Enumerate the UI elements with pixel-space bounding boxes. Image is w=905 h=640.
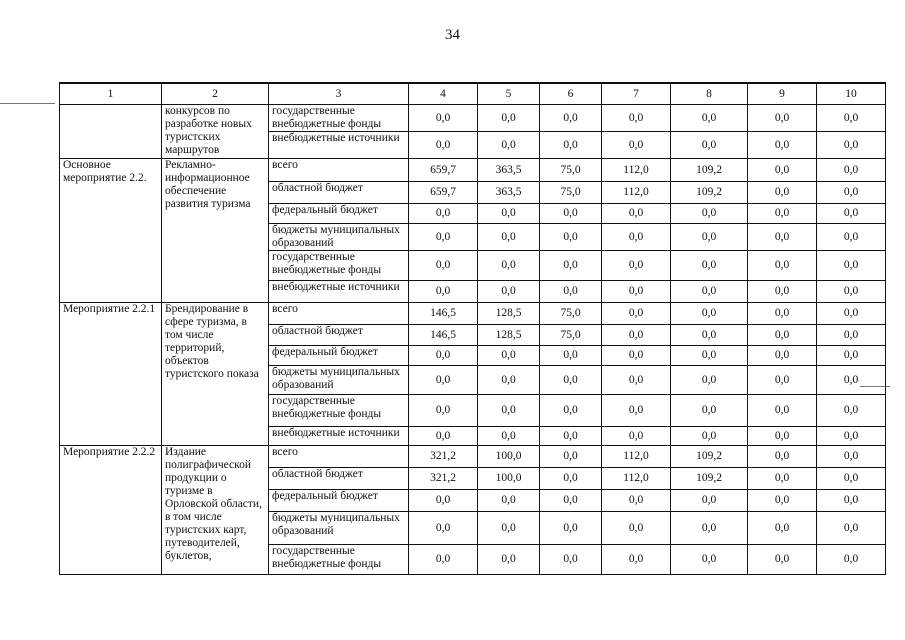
value-cell: 0,0: [748, 346, 817, 366]
value-cell: 0,0: [748, 204, 817, 224]
funding-source-cell: всего: [269, 446, 409, 468]
value-cell: 0,0: [409, 395, 478, 427]
value-cell: 0,0: [671, 325, 748, 346]
value-cell: 109,2: [671, 446, 748, 468]
value-cell: 0,0: [748, 251, 817, 281]
funding-source-cell: государственные внебюджетные фонды: [269, 545, 409, 575]
value-cell: 0,0: [671, 366, 748, 395]
value-cell: 0,0: [671, 303, 748, 325]
value-cell: 0,0: [817, 468, 886, 490]
funding-source-cell: областной бюджет: [269, 468, 409, 490]
value-cell: 112,0: [602, 446, 671, 468]
value-cell: 0,0: [540, 512, 602, 545]
value-cell: 321,2: [409, 446, 478, 468]
value-cell: 0,0: [671, 251, 748, 281]
value-cell: 0,0: [671, 427, 748, 446]
value-cell: 0,0: [540, 446, 602, 468]
scan-artifact-left: [0, 103, 55, 104]
value-cell: 0,0: [602, 512, 671, 545]
value-cell: 0,0: [817, 159, 886, 182]
value-cell: 0,0: [817, 512, 886, 545]
value-cell: 0,0: [817, 545, 886, 575]
activity-code-cell: Мероприятие 2.2.2: [60, 446, 162, 575]
value-cell: 0,0: [540, 132, 602, 159]
value-cell: 0,0: [540, 224, 602, 251]
header-cell: 2: [162, 83, 269, 105]
funding-source-cell: внебюджетные источники: [269, 427, 409, 446]
value-cell: 0,0: [671, 132, 748, 159]
value-cell: 0,0: [817, 446, 886, 468]
value-cell: 0,0: [478, 224, 540, 251]
page-number: 34: [445, 27, 460, 43]
value-cell: 0,0: [409, 512, 478, 545]
value-cell: 0,0: [817, 105, 886, 132]
value-cell: 0,0: [748, 224, 817, 251]
value-cell: 0,0: [409, 251, 478, 281]
funding-source-cell: областной бюджет: [269, 182, 409, 204]
value-cell: 0,0: [478, 490, 540, 512]
activity-name-cell: Брендирование в сфере туризма, в том числе территорий, объектов туристского показа: [162, 303, 269, 446]
value-cell: 659,7: [409, 182, 478, 204]
value-cell: 0,0: [602, 366, 671, 395]
value-cell: 0,0: [409, 132, 478, 159]
value-cell: 0,0: [748, 468, 817, 490]
value-cell: 0,0: [602, 427, 671, 446]
funding-source-cell: областной бюджет: [269, 325, 409, 346]
value-cell: 0,0: [540, 545, 602, 575]
funding-source-cell: федеральный бюджет: [269, 346, 409, 366]
table-body: [60, 105, 886, 575]
value-cell: 112,0: [602, 182, 671, 204]
value-cell: 0,0: [748, 159, 817, 182]
value-cell: 0,0: [671, 490, 748, 512]
value-cell: 100,0: [478, 446, 540, 468]
value-cell: 112,0: [602, 468, 671, 490]
value-cell: 0,0: [748, 427, 817, 446]
value-cell: 0,0: [748, 132, 817, 159]
value-cell: 0,0: [748, 325, 817, 346]
value-cell: 0,0: [478, 512, 540, 545]
funding-source-cell: бюджеты муниципальных образований: [269, 512, 409, 545]
value-cell: 0,0: [540, 490, 602, 512]
table-row: [60, 105, 886, 132]
activity-name-cell: Издание полиграфической продукции о туризме в Орловской области, в том числе туристских карт, путеводителей, буклетов,: [162, 446, 269, 575]
value-cell: 0,0: [817, 366, 886, 395]
value-cell: 0,0: [671, 224, 748, 251]
table-row: [60, 303, 886, 325]
header-cell: 5: [478, 83, 540, 105]
funding-source-cell: федеральный бюджет: [269, 204, 409, 224]
value-cell: 659,7: [409, 159, 478, 182]
value-cell: 0,0: [748, 512, 817, 545]
value-cell: 0,0: [540, 204, 602, 224]
value-cell: 0,0: [478, 251, 540, 281]
value-cell: 0,0: [748, 105, 817, 132]
value-cell: 0,0: [409, 490, 478, 512]
value-cell: 0,0: [748, 446, 817, 468]
table-header-row: [60, 83, 886, 105]
value-cell: 0,0: [409, 427, 478, 446]
value-cell: 0,0: [478, 281, 540, 303]
value-cell: 0,0: [602, 132, 671, 159]
value-cell: 0,0: [748, 182, 817, 204]
value-cell: 0,0: [748, 303, 817, 325]
value-cell: 0,0: [671, 346, 748, 366]
value-cell: 321,2: [409, 468, 478, 490]
value-cell: 75,0: [540, 325, 602, 346]
funding-source-cell: государственные внебюджетные фонды: [269, 395, 409, 427]
value-cell: 0,0: [817, 251, 886, 281]
value-cell: 0,0: [409, 281, 478, 303]
header-cell: 1: [60, 83, 162, 105]
funding-source-cell: федеральный бюджет: [269, 490, 409, 512]
value-cell: 0,0: [478, 395, 540, 427]
value-cell: 0,0: [602, 105, 671, 132]
value-cell: 0,0: [671, 395, 748, 427]
activity-code-cell: Мероприятие 2.2.1: [60, 303, 162, 446]
funding-source-cell: внебюджетные источники: [269, 132, 409, 159]
value-cell: 0,0: [671, 281, 748, 303]
funding-source-cell: всего: [269, 159, 409, 182]
value-cell: 0,0: [478, 366, 540, 395]
value-cell: 0,0: [817, 281, 886, 303]
activity-code-cell: [60, 105, 162, 159]
value-cell: 0,0: [409, 346, 478, 366]
value-cell: 0,0: [671, 105, 748, 132]
funding-source-cell: бюджеты муниципальных образований: [269, 366, 409, 395]
value-cell: 146,5: [409, 303, 478, 325]
value-cell: 0,0: [817, 325, 886, 346]
value-cell: 0,0: [540, 468, 602, 490]
header-cell: 3: [269, 83, 409, 105]
value-cell: 0,0: [748, 490, 817, 512]
funding-source-cell: бюджеты муниципальных образований: [269, 224, 409, 251]
value-cell: 0,0: [817, 490, 886, 512]
activity-name-cell: конкурсов по разработке новых туристских маршрутов: [162, 105, 269, 159]
value-cell: 0,0: [409, 204, 478, 224]
value-cell: 0,0: [409, 105, 478, 132]
header-cell: 4: [409, 83, 478, 105]
value-cell: 0,0: [602, 251, 671, 281]
value-cell: 0,0: [817, 182, 886, 204]
value-cell: 0,0: [602, 490, 671, 512]
value-cell: 0,0: [409, 224, 478, 251]
value-cell: 0,0: [817, 427, 886, 446]
value-cell: 0,0: [478, 105, 540, 132]
value-cell: 0,0: [409, 545, 478, 575]
value-cell: 0,0: [540, 427, 602, 446]
header-cell: 9: [748, 83, 817, 105]
value-cell: 0,0: [540, 281, 602, 303]
value-cell: 0,0: [817, 303, 886, 325]
value-cell: 0,0: [540, 251, 602, 281]
value-cell: 363,5: [478, 182, 540, 204]
value-cell: 0,0: [671, 545, 748, 575]
value-cell: 0,0: [478, 204, 540, 224]
header-cell: 10: [817, 83, 886, 105]
activity-code-cell: Основное мероприятие 2.2.: [60, 159, 162, 303]
value-cell: 112,0: [602, 159, 671, 182]
funding-source-cell: государственные внебюджетные фонды: [269, 251, 409, 281]
value-cell: 0,0: [817, 224, 886, 251]
value-cell: 0,0: [478, 132, 540, 159]
funding-source-cell: государственные внебюджетные фонды: [269, 105, 409, 132]
value-cell: 75,0: [540, 159, 602, 182]
value-cell: 0,0: [671, 204, 748, 224]
value-cell: 0,0: [540, 346, 602, 366]
value-cell: 0,0: [602, 395, 671, 427]
value-cell: 75,0: [540, 303, 602, 325]
value-cell: 0,0: [540, 395, 602, 427]
header-cell: 8: [671, 83, 748, 105]
value-cell: 0,0: [602, 325, 671, 346]
value-cell: 0,0: [540, 366, 602, 395]
header-cell: 6: [540, 83, 602, 105]
value-cell: 0,0: [748, 281, 817, 303]
value-cell: 0,0: [748, 545, 817, 575]
value-cell: 0,0: [478, 427, 540, 446]
value-cell: 0,0: [602, 346, 671, 366]
value-cell: 128,5: [478, 303, 540, 325]
value-cell: 0,0: [748, 395, 817, 427]
value-cell: 0,0: [817, 204, 886, 224]
value-cell: 0,0: [817, 395, 886, 427]
funding-source-cell: всего: [269, 303, 409, 325]
value-cell: 0,0: [817, 346, 886, 366]
funding-source-cell: внебюджетные источники: [269, 281, 409, 303]
value-cell: 109,2: [671, 159, 748, 182]
value-cell: 146,5: [409, 325, 478, 346]
value-cell: 0,0: [540, 105, 602, 132]
header-cell: 7: [602, 83, 671, 105]
value-cell: 0,0: [817, 132, 886, 159]
value-cell: 0,0: [602, 204, 671, 224]
value-cell: 0,0: [478, 346, 540, 366]
value-cell: 0,0: [478, 545, 540, 575]
value-cell: 109,2: [671, 468, 748, 490]
value-cell: 0,0: [602, 545, 671, 575]
value-cell: 0,0: [602, 281, 671, 303]
value-cell: 0,0: [409, 366, 478, 395]
value-cell: 0,0: [602, 303, 671, 325]
value-cell: 128,5: [478, 325, 540, 346]
value-cell: 363,5: [478, 159, 540, 182]
value-cell: 0,0: [671, 512, 748, 545]
funding-table: [59, 82, 886, 575]
value-cell: 0,0: [748, 366, 817, 395]
value-cell: 75,0: [540, 182, 602, 204]
table-row: [60, 446, 886, 468]
value-cell: 0,0: [602, 224, 671, 251]
activity-name-cell: Рекламно-информационное обеспечение развития туризма: [162, 159, 269, 303]
value-cell: 109,2: [671, 182, 748, 204]
value-cell: 100,0: [478, 468, 540, 490]
table-row: [60, 159, 886, 182]
